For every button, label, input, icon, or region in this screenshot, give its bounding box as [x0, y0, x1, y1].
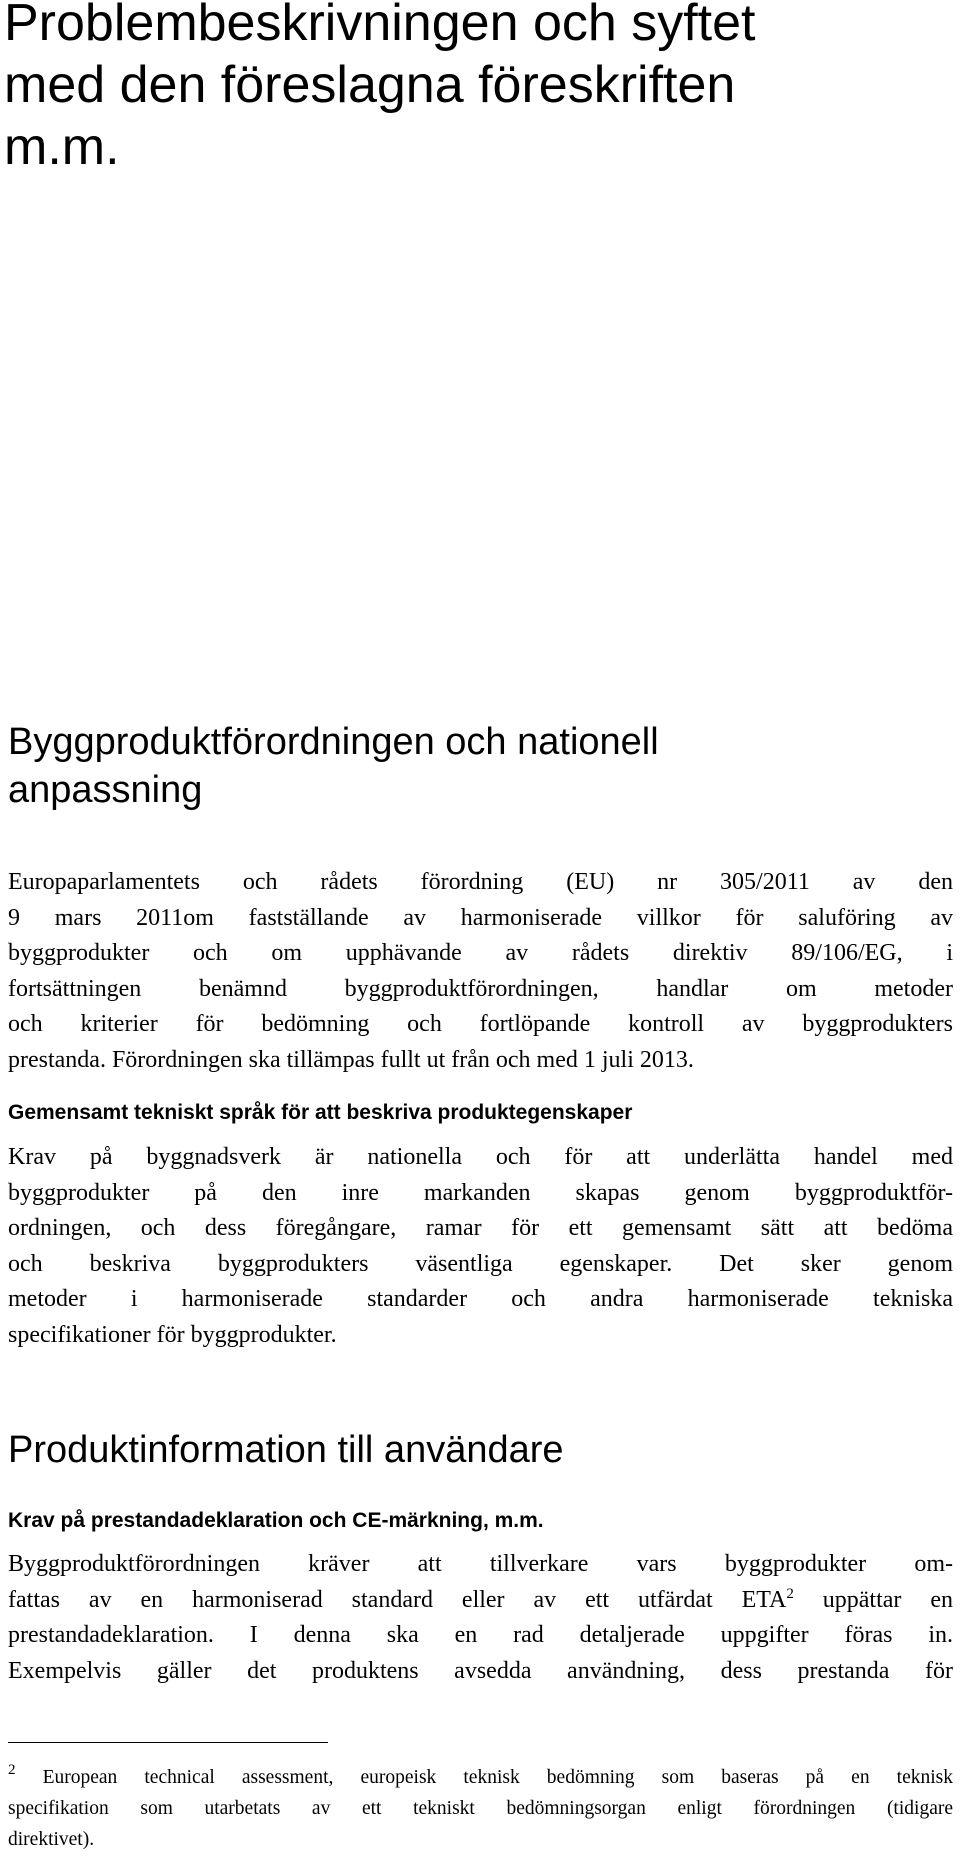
text-segment: fattas av en harmoniserad standard eller av ett utfärdat ETA	[8, 1586, 787, 1613]
main-heading-line-1: Problembeskrivningen och syftet	[4, 0, 756, 52]
paragraph-line: Europaparlamentets och rådets förordning (EU) nr 305/2011 av den	[8, 869, 953, 895]
paragraph-line: byggprodukter och om upphävande av rådets direktiv 89/106/EG, i	[8, 940, 953, 967]
section-heading-product-information: Produktinformation till användare	[8, 1429, 564, 1471]
subheading-declaration: Krav på prestandadeklaration och CE-märkning, m.m.	[8, 1509, 544, 1532]
main-heading-line-2: med den föreslagna föreskriften	[4, 56, 736, 114]
subheading-common-language: Gemensamt tekniskt språk för att beskriva produktegenskaper	[8, 1101, 633, 1124]
paragraph-line: 9 mars 2011om fastställande av harmoniserade villkor för saluföring av	[8, 904, 953, 931]
main-heading	[4, 0, 954, 178]
paragraph-common-language	[8, 1140, 953, 1354]
paragraph-line: Exempelvis gäller det produktens avsedda användning, dess prestanda för	[8, 1657, 953, 1684]
paragraph-line: prestanda. Förordningen ska tillämpas fullt ut från och med 1 juli 2013.	[8, 1046, 694, 1073]
text-segment: uppättar en	[793, 1586, 953, 1613]
paragraph-line: Krav på byggnadsverk är nationella och för att underlätta handel med	[8, 1144, 953, 1170]
footnote-line: specifikation som utarbetats av ett tekniskt bedömningsorgan enligt förordningen (tidigare	[8, 1798, 953, 1819]
section-heading-byggproduktforordningen	[8, 718, 958, 814]
paragraph-regulation	[8, 865, 953, 1079]
footnote-line	[8, 1762, 953, 1793]
footnote-reference: 2	[786, 1585, 794, 1602]
main-heading-line-3: m.m.	[4, 118, 120, 176]
footnote-text: European technical assessment, europeisk teknisk bedömning som baseras på en teknisk	[15, 1767, 953, 1788]
paragraph-line	[8, 1583, 953, 1619]
paragraph-line: specifikationer för byggprodukter.	[8, 1321, 337, 1348]
paragraph-line: och kriterier för bedömning och fortlöpande kontroll av byggprodukters	[8, 1011, 953, 1038]
section-heading-line-1: Byggproduktförordningen och nationell	[8, 721, 659, 763]
footnote-number: 2	[8, 1762, 16, 1778]
section-heading-line-2: anpassning	[8, 769, 203, 811]
footnote-divider	[8, 1742, 328, 1743]
paragraph-declaration	[8, 1547, 953, 1689]
footnote	[8, 1762, 953, 1855]
paragraph-line: metoder i harmoniserade standarder och andra harmoniserade tekniska	[8, 1286, 953, 1313]
paragraph-line: och beskriva byggprodukters väsentliga egenskaper. Det sker genom	[8, 1250, 953, 1277]
paragraph-line: byggprodukter på den inre markanden skapas genom byggproduktför-	[8, 1179, 953, 1206]
paragraph-line: fortsättningen benämnd byggproduktförordningen, handlar om metoder	[8, 975, 953, 1002]
paragraph-line: ordningen, och dess föregångare, ramar för ett gemensamt sätt att bedöma	[8, 1215, 953, 1242]
footnote-line: direktivet).	[8, 1829, 95, 1850]
paragraph-line: Byggproduktförordningen kräver att tillverkare vars byggprodukter om-	[8, 1551, 953, 1577]
paragraph-line: prestandadeklaration. I denna ska en rad detaljerade uppgifter föras in.	[8, 1622, 953, 1649]
